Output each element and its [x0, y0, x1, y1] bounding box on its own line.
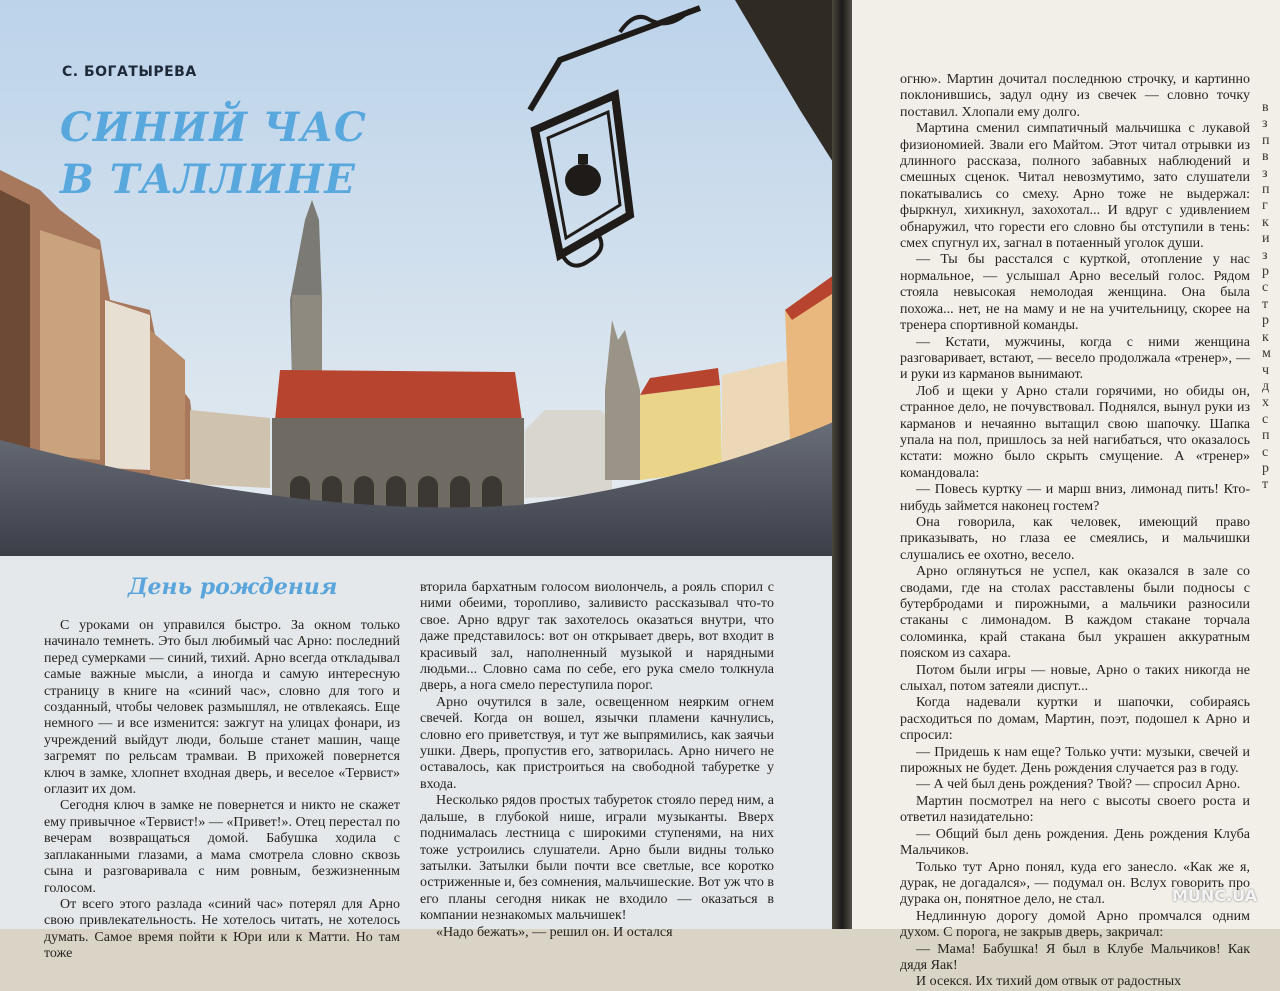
edge-letter: и	[1262, 231, 1270, 247]
article-title-line-1: СИНИЙ ЧАС	[60, 104, 367, 151]
edge-letter: з	[1262, 165, 1268, 181]
edge-letter: к	[1262, 329, 1269, 345]
edge-letter: с	[1262, 411, 1269, 427]
paragraph: — А чей был день рождения? Твой? — спросил Арно.	[916, 777, 1241, 793]
paragraph: огню». Мартин дочитал последнюю строчку, и картинно поклонившись, задул одну из свечек — словно точку поставил. Хлопали ему долго.	[900, 72, 1250, 120]
paragraph: Лоб и щеки у Арно стали горячими, но обиды он, странное дело, не почувствовал. Поднялся, вынул руки из карманов и нечаянно вытащил свою шапочку. Шапка упала на пол, пришлось за ней нагибаться, что оказалось кстати: можно было скрыть смущение. А «тренер» командовала:	[900, 383, 1250, 481]
town-hall-roof	[275, 370, 522, 420]
article-title-line-2: В ТАЛЛИНЕ	[60, 156, 356, 203]
edge-letter: х	[1262, 395, 1269, 411]
edge-letter: р	[1262, 264, 1269, 280]
paragraph: Сегодня ключ в замке не повернется и никто не скажет ему привычное «Тервист!» — «Привет!». Отец перестал по вечерам возвращаться домой. Бабушка ходила с заплаканными глазами, а мама смотрела словно сквозь сына и разговаривала с ним ровным, безжизненным голосом.	[44, 798, 400, 896]
edge-letter: р	[1262, 313, 1269, 329]
edge-letter: р	[1262, 460, 1269, 476]
paragraph: — Общий был день рождения. День рождения Клуба Мальчиков.	[900, 826, 1250, 859]
paragraph: «Надо бежать», — решил он. И остался	[436, 924, 673, 940]
paragraph: С уроками он управился быстро. За окном только начинало темнеть. Это был любимый час Арно: последний перед сумерками — синий, тихий. Арно всегда откладывал самые важные мысли, а иногда и самую интересную страницу в книге на «синий час», словно для того и созданный, чтобы человек размышлял, не отвлекаясь. Еще немного — и все изменится: зажгут на улицах фонари, из учреждений выйдут люди, больше станет машин, чаще загремят по рельсам трамваи. В прихожей повернется ключ в замке, хлопнет входная дверь, и веселое «Тервист» оглазит их дом.	[44, 618, 400, 798]
paragraph: Только тут Арно понял, куда его занесло. «Как же я, дурак, не догадался», — подумал он. Вслух говорить про дурака он, понятное дело, не стал.	[900, 859, 1250, 908]
edge-letter: п	[1262, 132, 1270, 148]
edge-letter: з	[1262, 116, 1268, 132]
paragraph: Несколько рядов простых табуреток стояло перед ним, а дальше, в глубокой нише, играли музыканты. Вверх поднималась лестница с широкими ступенями, на них тоже устроились слушатели. Арно были видны только затылки. Затылки были почти все светлые, все коротко остриженные и, без сомнения, мальчишеские. Вот уж что в его планы сегодня никак не входило — оказаться в компании незнакомых мальчишек!	[420, 793, 774, 924]
edge-letter: в	[1262, 100, 1269, 115]
text-column-middle	[420, 580, 774, 941]
edge-letter: с	[1262, 444, 1269, 460]
tallinn-town-hall-photo	[0, 0, 838, 556]
paragraph: От всего этого разлада «синий час» потерял для Арно свою привлекательность. Не хотелось читать, не хотелось думать. Самое время пойти к Юри или к Матти. Но там тоже	[44, 896, 400, 962]
paragraph: И осекся. Их тихий дом отвык от радостных	[916, 974, 1182, 990]
paragraph: — Кстати, мужчины, когда с ними женщина разговаривает, встают, — весело продолжала «тренер», — и руки из карманов вынимают.	[900, 334, 1250, 383]
article-title	[60, 102, 367, 206]
text-column-right	[900, 72, 1250, 991]
edge-letter: п	[1262, 428, 1270, 444]
edge-letter: г	[1262, 198, 1268, 214]
paragraph: Она говорила, как человек, имеющий право приказывать, но глаза ее смеялись, и мальчишки слушались ее охотно, весело.	[900, 514, 1250, 563]
paragraph: Потом были игры — новые, Арно о таких никогда не слыхал, потом затеяли диспут...	[900, 662, 1250, 695]
paragraph: Мартин посмотрел на него с высоты своего роста и ответил назидательно:	[900, 793, 1250, 826]
right-page	[852, 0, 1280, 990]
paragraph: Арно очутился в зале, освещенном неярким огнем свечей. Когда он вошел, язычки пламени качнулись, словно его приветствуя, и тут же выпрямились, как заячьи ушки. Дверь, пропустив его, затворилась. Арно ничего не оставалось, как пристроиться на свободной табуретке у входа.	[420, 694, 774, 792]
paragraph: — Ты бы расстался с курткой, отопление у нас нормальное, — услышал Арно веселый голос. Рядом стояла невысокая немолодая женщина. Она была похожа... нет, не на маму и не на учительницу, скорее на тренера спортивной команды.	[900, 252, 1250, 334]
paragraph: Когда надевали куртки и шапочки, собираясь расходиться по домам, Мартин, поэт, подошел к Арно и спросил:	[900, 695, 1250, 744]
section-heading: День рождения	[128, 574, 338, 600]
edge-letter: м	[1262, 346, 1271, 362]
next-page-edge-letters	[1262, 100, 1280, 494]
edge-letter: п	[1262, 182, 1270, 198]
paragraph: Арно оглянуться не успел, как оказался в зале со сводами, где на столах расставлены были подносы с бутербродами и пирожными, а мальчики разносили стаканы с лимонадом. В каждом стакане торчала соломинка, край стакана был украшен аккуратным пояском из сахара.	[900, 564, 1250, 662]
paragraph: — Придешь к нам еще? Только учти: музыки, свечей и пирожных не будет. День рождения случается раз в году.	[900, 744, 1250, 777]
edge-letter: з	[1262, 247, 1268, 263]
paragraph: — Мама! Бабушка! Я был в Клубе Мальчиков! Как дядя Яак!	[900, 941, 1250, 973]
paragraph: Недлинную дорогу домой Арно промчался одним духом. С порога, не закрыв дверь, закричал:	[900, 908, 1250, 941]
photo-illustration	[0, 0, 838, 556]
paragraph: вторила бархатным голосом виолончель, а рояль спорил с ними обеими, торопливо, заливисто рассказывал что-то свое. Арно вдруг так захотелось оказаться внутри, что даже представилось: вот он открывает дверь, вот входит в красивый зал, наполненный музыкой и нарядными людьми... Словно сама по себе, его рука смело толкнула дверь, а нога смело переступила порог.	[420, 580, 774, 694]
edge-letter: с	[1262, 280, 1269, 296]
text-column-left	[44, 618, 400, 963]
edge-letter: т	[1262, 477, 1269, 493]
author-name: С. БОГАТЫРЕВА	[62, 64, 197, 80]
edge-letter: ч	[1262, 362, 1270, 378]
edge-letter: в	[1262, 149, 1269, 165]
edge-letter: д	[1262, 378, 1270, 394]
edge-letter: т	[1262, 296, 1269, 312]
paragraph: Мартина сменил симпатичный мальчишка с лукавой физиономией. Звали его Майтом. Этот читал отрывки из длинного рассказа, полного забавных наблюдений и смешных сценок. Читал невозмутимо, зато слушатели покатывались со смеху. Арно тоже не выдержал: фыркнул, хихикнул, захохотал... И вдруг с удивлением обнаружил, что горести его словно бы отступили в тень: смех спугнул их, загнал в потаенный уголок души.	[900, 121, 1250, 252]
paragraph: — Повесь куртку — и марш вниз, лимонад пить! Кто-нибудь займется наконец гостем?	[900, 482, 1250, 514]
watermark: MUNC.UA	[1172, 886, 1258, 905]
page-gutter	[832, 0, 854, 929]
edge-letter: к	[1262, 214, 1269, 230]
